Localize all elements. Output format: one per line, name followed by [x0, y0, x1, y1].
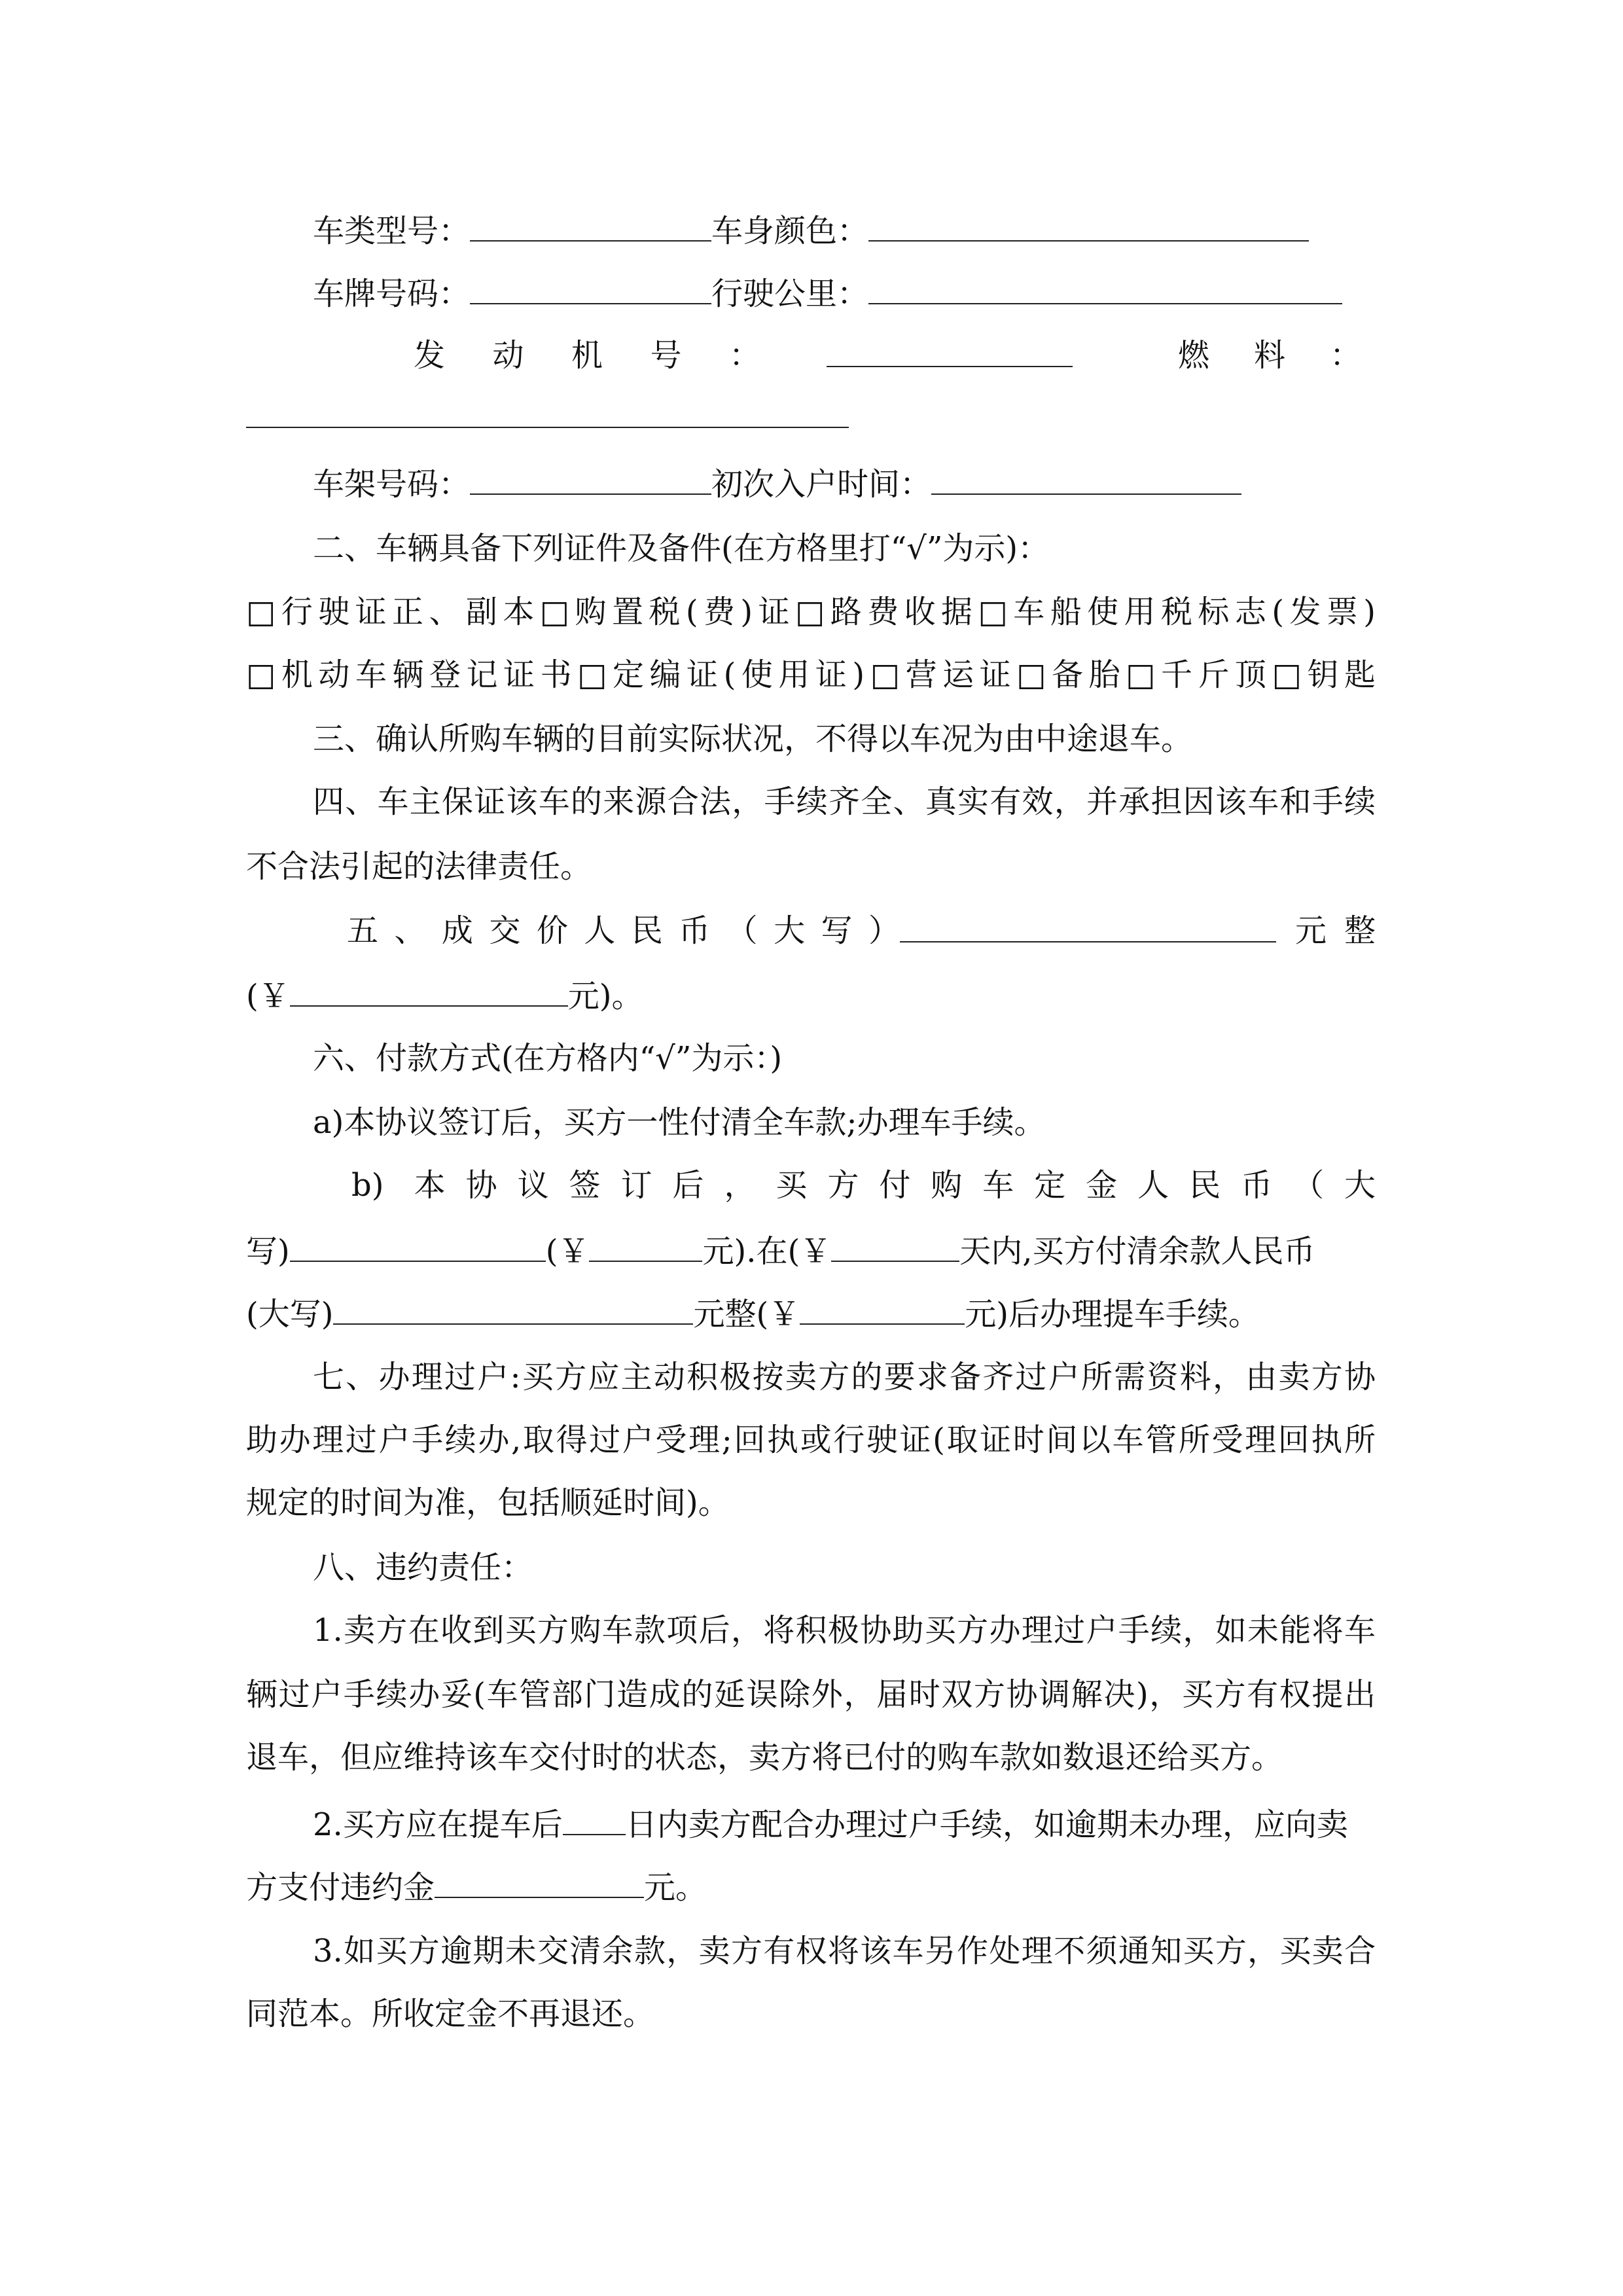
engine-field[interactable]: [827, 336, 1073, 367]
section6-title: 六、付款方式(在方格内“√”为示：): [313, 1040, 783, 1077]
text: 元)后办理提车手续。: [965, 1296, 1260, 1333]
payment-b-line2: [246, 1230, 1376, 1271]
section2-title: 二、车辆具备下列证件及备件(在方格里打“√”为示)：: [313, 530, 1050, 567]
section4-line1: 四、车主保证该车的来源合法，手续齐全、真实有效，并承担因该车和手续: [313, 783, 1376, 820]
section3-text: 三、确认所购车辆的目前实际状况，不得以车况为由中途退车。: [313, 721, 1193, 757]
first-reg-field[interactable]: [931, 463, 1241, 495]
clause2-line1: [246, 1804, 1376, 1844]
color-label: 车身颜色：: [711, 213, 869, 249]
engine-label: 发动机号：: [414, 337, 760, 374]
first-reg-label: 初次入户时间：: [711, 466, 932, 503]
price-number-field[interactable]: [290, 975, 568, 1007]
section4-line2: 不合法引起的法律责任。: [246, 848, 592, 885]
days-field[interactable]: [831, 1230, 959, 1262]
plate-field[interactable]: [470, 273, 711, 304]
text: (大写): [246, 1296, 334, 1333]
transfer-days-field[interactable]: [563, 1804, 626, 1835]
field-row-model-color: [246, 210, 1376, 251]
text: 方支付违约金: [246, 1869, 435, 1906]
clause3-line2: 同范本。所收定金不再退还。: [246, 1996, 655, 2032]
mileage-label: 行驶公里：: [711, 276, 869, 312]
price-label: 五、成交价人民币（大写）: [347, 912, 900, 949]
clause1-line3: 退车，但应维持该车交付时的状态，卖方将已付的购车款如数退还给买方。: [246, 1739, 1283, 1776]
balance-number-field[interactable]: [800, 1293, 965, 1325]
yen-close: 元)。: [567, 978, 643, 1014]
price-suffix: 元整: [1295, 912, 1376, 949]
text: 2.买方应在提车后: [313, 1806, 563, 1843]
deposit-number-field[interactable]: [589, 1230, 702, 1262]
section5-yen: [246, 975, 1376, 1016]
section7-line1: 七、办理过户:买方应主动积极按卖方的要求备齐过户所需资料，由卖方协: [313, 1359, 1376, 1395]
payment-option-a[interactable]: a)本协议签订后，买方一性付清全车款;办理车手续。: [313, 1104, 1046, 1141]
clause2-line2: [246, 1867, 1376, 1907]
model-field[interactable]: [470, 210, 711, 242]
clause3-line1: 3.如买方逾期未交清余款，卖方有权将该车另作处理不须通知买方，买卖合: [313, 1933, 1376, 1969]
section7-line3: 规定的时间为准，包括顺延时间)。: [246, 1484, 730, 1521]
balance-words-field[interactable]: [333, 1293, 693, 1325]
payment-b-line3: [246, 1293, 1376, 1334]
plate-label: 车牌号码：: [313, 276, 471, 312]
text: 写): [246, 1233, 290, 1270]
text: 元).在(￥: [702, 1233, 832, 1270]
text: 日内卖方配合办理过户手续，如逾期未办理，应向卖: [625, 1806, 1348, 1843]
section2-items-1[interactable]: □行驶证正、副本□购置税(费)证□路费收据□车船使用税标志(发票): [246, 594, 1376, 630]
section8-title: 八、违约责任：: [313, 1549, 533, 1586]
deposit-words-field[interactable]: [290, 1230, 546, 1262]
price-words-field[interactable]: [900, 911, 1276, 942]
section7-line2: 助办理过户手续办,取得过户受理;回执或行驶证(取证时间以车管所受理回执所: [246, 1422, 1376, 1458]
frame-field[interactable]: [470, 463, 711, 495]
penalty-field[interactable]: [435, 1867, 644, 1898]
field-row-plate-mileage: [246, 273, 1376, 314]
clause1-line1: 1.卖方在收到买方购车款项后，将积极协助买方办理过户手续，如未能将车: [313, 1612, 1376, 1649]
text: 元整(￥: [693, 1296, 800, 1333]
fuel-label: 燃料：: [1178, 337, 1361, 374]
fuel-field[interactable]: [246, 427, 849, 428]
text: (￥: [545, 1233, 590, 1270]
frame-label: 车架号码：: [313, 466, 471, 503]
text: 元。: [644, 1869, 707, 1906]
payment-option-b[interactable]: b) 本协议签订后，买方付购车定金人民币（大: [351, 1167, 1376, 1204]
clause1-line2: 辆过户手续办妥(车管部门造成的延误除外，届时双方协调解决)，买方有权提出: [246, 1676, 1376, 1713]
field-row-frame-reg: [246, 463, 1376, 504]
color-field[interactable]: [868, 210, 1309, 242]
mileage-field[interactable]: [868, 273, 1342, 304]
text: 天内,买方付清余款人民币: [959, 1233, 1315, 1270]
section2-items-2[interactable]: □机动车辆登记证书□定编证(使用证)□营运证□备胎□千斤顶□钥匙: [246, 656, 1376, 693]
model-label: 车类型号：: [313, 213, 471, 249]
yen-open: (￥: [246, 978, 290, 1014]
